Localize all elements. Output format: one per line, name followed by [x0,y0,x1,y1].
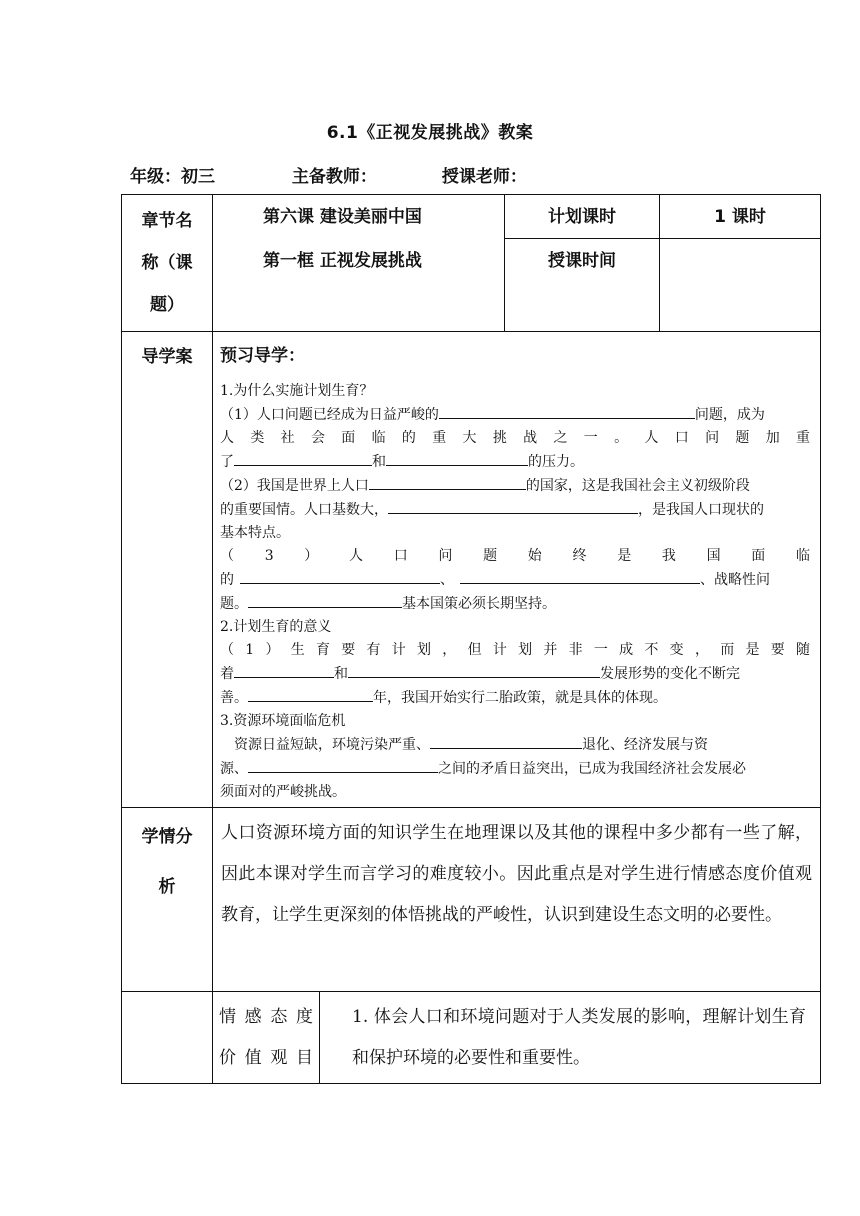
chapter-label-line: 题） [150,295,184,315]
guide-label: 导学案 [141,347,193,367]
fill-blank[interactable] [234,662,334,678]
fill-blank[interactable] [348,662,600,678]
chapter-label-line: 称（课 [141,253,193,273]
frame-name: 第一框 正视发展挑战 [263,251,422,271]
plan-hours-value: 1 课时 [660,195,820,239]
fill-blank[interactable] [430,733,582,749]
fill-blank[interactable] [439,403,695,419]
analysis-text: 人口资源环境方面的知识学生在地理课以及其他的课程中多少都有一些了解，因此本课对学生而言学习的难度较小。因此重点是对学生进行情感态度价值观教育，让学生更深刻的体悟挑战的严峻性，认识到建设生态文明的必要性。 [221,823,813,925]
q1-1-line1: （1）人口问题已经成为日益严峻的 问题，成为 [220,403,810,427]
objectives-row [122,992,821,1084]
chapter-title-cell [213,195,505,332]
q1-1-line3: 了 和 的压力。 [220,450,810,474]
fill-blank[interactable] [248,686,373,702]
lesson-plan-table [121,194,821,1084]
fill-blank[interactable] [234,450,372,466]
main-teacher-label: 主备教师： [291,167,377,187]
guide-row [122,332,821,808]
q1-2-line3: 基本特点。 [220,525,290,541]
q2-1-line3: 善。 年，我国开始实行二胎政策，就是具体的体现。 [220,686,810,710]
fill-blank[interactable] [369,474,526,490]
analysis-label-line: 学情分 [141,827,193,847]
chapter-row [122,195,821,332]
lecturer-label: 授课老师： [441,167,527,187]
fill-blank[interactable] [386,450,528,466]
objectives-label-cell [122,992,213,1084]
chapter-label-cell [122,195,213,332]
page-title: 6.1《正视发展挑战》教案 [326,123,534,143]
fill-blank[interactable] [240,568,440,584]
analysis-label-line: 析 [158,877,176,897]
objective-type-line: 情感态度 [219,1007,313,1027]
objectives-text-cell [320,992,821,1084]
lesson-meta [130,162,527,187]
analysis-row [122,808,821,992]
q3-line2: 源、 之间的矛盾日益突出，已成为我国经济社会发展必 [220,757,810,781]
plan-hours-label: 计划课时 [505,195,659,239]
q1-3-line2: 的 、 、战略性问 [220,568,810,592]
q1-1-line2: 人类社会面临的重大挑战之一。人口问题加重 [220,430,811,446]
preview-heading: 预习导学： [220,346,305,366]
q2-1-line1: （1）生育要有计划，但计划并非一成不变，而是要随 [220,642,811,658]
analysis-label-cell [122,808,213,992]
q1-3-line1: （3）人口问题始终是我国面临 [220,548,811,564]
guide-label-cell [122,332,213,808]
objective-type-line: 价值观目 [219,1048,313,1068]
q2-1-line2: 着 和 发展形势的变化不断完 [220,662,810,686]
plan-cell [505,195,660,332]
objective-text: 1. 体会人口和环境问题对于人类发展的影响，理解计划生育和保护环境的必要性和重要性。 [352,1007,807,1068]
plan-value-cell [660,195,821,332]
fill-blank[interactable] [388,498,638,514]
objectives-type-cell [213,992,320,1084]
q3-line1: 资源日益短缺，环境污染严重、 退化、经济发展与资 [220,733,810,757]
q1-2-line1: （2）我国是世界上人口 的国家，这是我国社会主义初级阶段 [220,474,810,498]
fill-blank[interactable] [460,568,700,584]
guide-content-cell [213,332,821,808]
question-2: 2.计划生育的意义 [220,619,332,635]
grade-label: 年级：初三 [130,167,215,187]
question-3: 3.资源环境面临危机 [220,713,346,729]
lesson-time-label: 授课时间 [548,251,617,271]
chapter-label-line: 章节名 [141,211,193,231]
fill-blank[interactable] [248,592,402,608]
analysis-content-cell [213,808,821,992]
q1-3-line3: 题。 基本国策必须长期坚持。 [220,592,810,616]
q1-2-line2: 的重要国情。人口基数大， ，是我国人口现状的 [220,498,810,522]
lesson-name: 第六课 建设美丽中国 [263,207,422,227]
fill-blank[interactable] [248,757,438,773]
q3-line3: 须面对的严峻挑战。 [220,784,346,800]
question-1: 1.为什么实施计划生育？ [220,383,374,399]
